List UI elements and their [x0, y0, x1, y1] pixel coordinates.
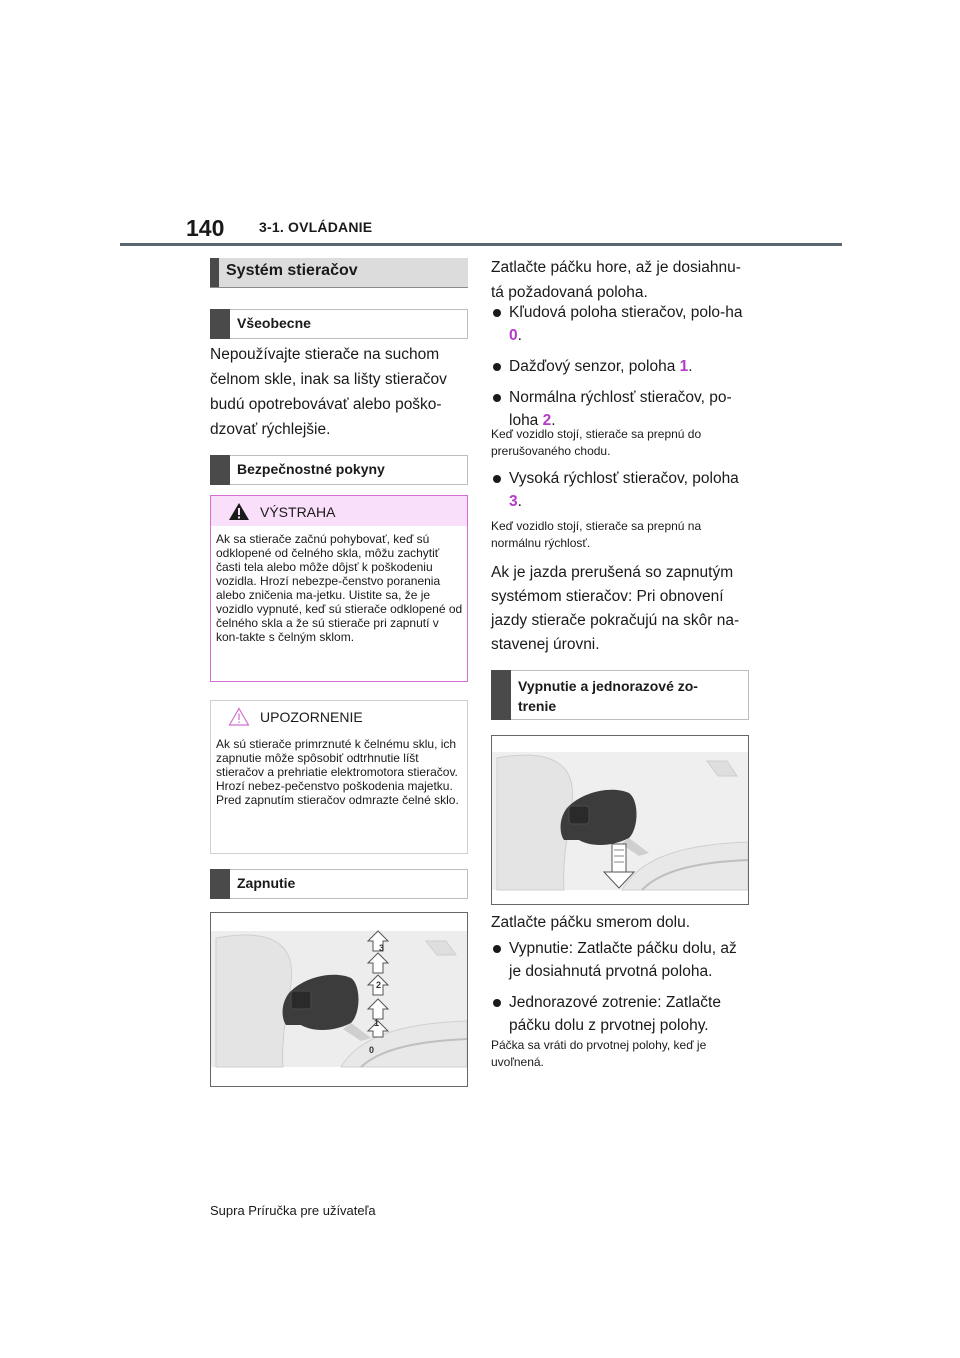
wiper-lever-up-figure — [210, 912, 468, 1087]
wiper-lever-up-illustration — [211, 913, 467, 1086]
page-number: 140 — [186, 215, 225, 241]
push-down-text: Zatlačte páčku smerom dolu. — [491, 914, 691, 931]
note-lever-return: Páčka sa vráti do prvotnej polohy, keď je uvoľnená. — [491, 1038, 707, 1069]
list-item: Vypnutie: Zatlačte páčku dolu, až je dosiahnutá prvotná poloha. — [491, 937, 753, 983]
on-heading — [210, 869, 468, 899]
general-text: Nepoužívajte stierače na suchom čelnom skle, inak sa lišty stieračov budú opotrebovávať alebo poško-dzovať rýchlejšie. — [210, 346, 447, 438]
warning-header — [211, 496, 467, 526]
main-heading — [210, 258, 468, 288]
fig-label-2: 2 — [376, 980, 382, 990]
heading-bar — [210, 309, 230, 339]
note-stationary-2: Keď vozidlo stojí, stierače sa prepnú na normálnu rýchlosť. — [491, 519, 702, 550]
warning-text: Ak sa stierače začnú pohybovať, keď sú odklopené od čelného skla, môžu zachytiť časti tela alebo môže dôjsť k poškodeniu vozidla. Hrozí nebezpe-čenstvo poranenia alebo zničenia ma-jetku. Uistite sa, že je vozidlo vypnuté, keď sú stierače odklopené od čelného skla a že sú stierače pri zapnutí v kon-takte s čelným sklom. — [216, 532, 463, 644]
section-title: 3-1. OVLÁDANIE — [259, 219, 373, 235]
safety-heading-text: Bezpečnostné pokyny — [237, 461, 385, 477]
notice-box — [210, 700, 468, 854]
caution-icon — [228, 707, 250, 726]
header-rule — [120, 243, 842, 246]
heading-bar — [210, 455, 230, 485]
warning-title: VÝSTRAHA — [260, 504, 336, 520]
list-item: Vysoká rýchlosť stieračov, poloha 3. — [491, 467, 753, 513]
warning-icon — [228, 502, 250, 521]
wiper-lever-down-illustration — [492, 736, 748, 904]
heading-bar — [210, 258, 219, 287]
footer-text: Supra Príručka pre užívateľa — [210, 1203, 376, 1218]
wiper-lever-down-figure — [491, 735, 749, 905]
warning-box — [210, 495, 468, 682]
notice-header — [211, 701, 467, 731]
safety-heading — [210, 455, 468, 485]
wiper-positions-list — [491, 301, 753, 440]
push-up-intro: Zatlačte páčku hore, až je dosiahnu-tá požadovaná poloha. — [491, 259, 741, 301]
list-item: Kľudová poloha stieračov, polo-ha 0. — [491, 301, 753, 347]
list-item: Dažďový senzor, poloha 1. — [491, 355, 753, 378]
main-heading-text: Systém stieračov — [226, 262, 358, 279]
notice-title: UPOZORNENIE — [260, 709, 363, 725]
general-heading — [210, 309, 468, 339]
list-item: Normálna rýchlosť stieračov, po-loha 2. — [491, 386, 753, 432]
general-heading-text: Všeobecne — [237, 315, 311, 331]
off-heading — [491, 670, 749, 720]
off-heading-text: Vypnutie a jednorazové zo-trenie — [518, 678, 698, 714]
heading-bar — [210, 869, 230, 899]
fig-label-1: 1 — [374, 1018, 380, 1028]
on-heading-text: Zapnutie — [237, 875, 296, 891]
interrupted-drive-text: Ak je jazda prerušená so zapnutým systémom stieračov: Pri obnovení jazdy stierače pokračujú na skôr na-stavenej úrovni. — [491, 564, 740, 653]
heading-bar — [491, 670, 511, 720]
list-item: Jednorazové zotrenie: Zatlačte páčku dolu z prvotnej polohy. — [491, 991, 753, 1037]
note-stationary-1: Keď vozidlo stojí, stierače sa prepnú do prerušovaného chodu. — [491, 427, 702, 458]
fig-label-3: 3 — [379, 943, 385, 953]
notice-text: Ak sú stierače primrznuté k čelnému sklu, ich zapnutie môže spôsobiť odtrhnutie líšt stieračov a prehriatie elektromotora stieračov. Hrozí nebez-pečenstvo poškodenia majetku. Pred zapnutím stieračov odmrazte čelné sklo. — [216, 737, 459, 807]
high-speed-list — [491, 467, 753, 521]
off-actions-list — [491, 937, 753, 1045]
fig-label-0: 0 — [369, 1045, 375, 1055]
